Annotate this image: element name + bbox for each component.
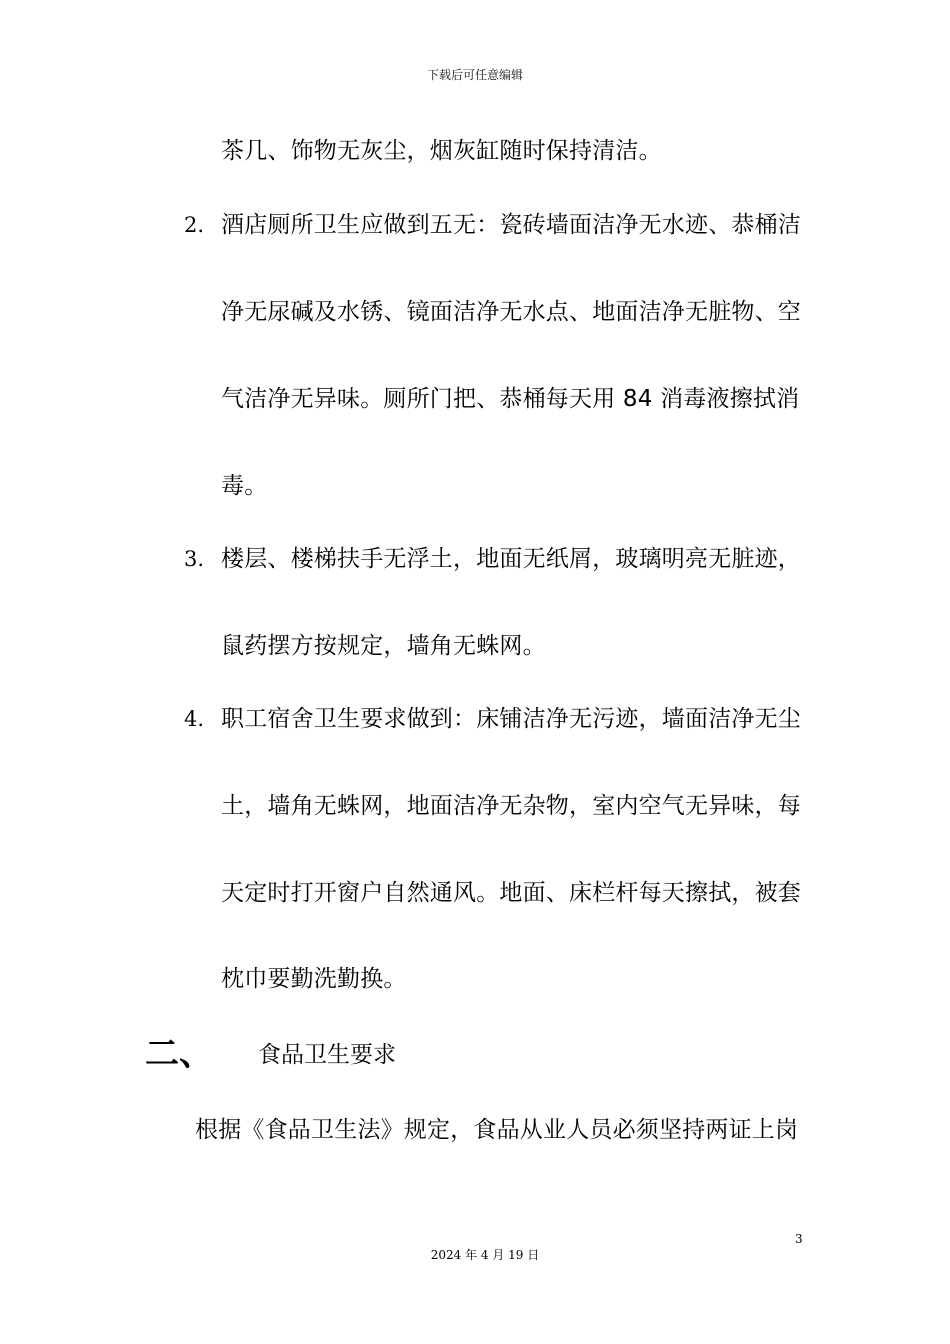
page-footer-date: 2024 年 4 月 19 日: [430, 1248, 540, 1262]
text-line: 天定时打开窗户自然通风。地面、床栏杆每天擦拭，被套: [221, 880, 801, 906]
text-line: 职工宿舍卫生要求做到：床铺洁净无污迹，墙面洁净无尘: [221, 706, 801, 732]
paragraph-line: 根据《食品卫生法》规定，食品从业人员必须坚持两证上岗: [195, 1117, 799, 1143]
page-header: 下载后可任意编辑: [426, 68, 523, 82]
text-line: 毒。: [221, 473, 268, 499]
section-number: 二、: [145, 1034, 213, 1074]
list-number: 2.: [184, 213, 205, 237]
list-number: 3.: [184, 547, 205, 571]
text-line: 净无尿碱及水锈、镜面洁净无水点、地面洁净无脏物、空: [221, 299, 801, 325]
text-line: 鼠药摆方按规定，墙角无蛛网。: [221, 633, 546, 659]
text-line: 酒店厕所卫生应做到五无：瓷砖墙面洁净无水迹、恭桶洁: [221, 212, 801, 238]
text-line: 气洁净无异味。厕所门把、恭桶每天用 84 消毒液擦拭消: [221, 386, 800, 412]
list-number: 4.: [184, 707, 205, 731]
section-title: 食品卫生要求: [258, 1042, 396, 1068]
text-line: 茶几、饰物无灰尘，烟灰缸随时保持清洁。: [221, 138, 662, 164]
text-line: 楼层、楼梯扶手无浮土，地面无纸屑，玻璃明亮无脏迹，: [221, 546, 801, 572]
text-line: 枕巾要勤洗勤换。: [221, 966, 407, 992]
text-line: 土，墙角无蛛网，地面洁净无杂物，室内空气无异味，每: [221, 793, 801, 819]
page-number: 3: [795, 1232, 803, 1246]
